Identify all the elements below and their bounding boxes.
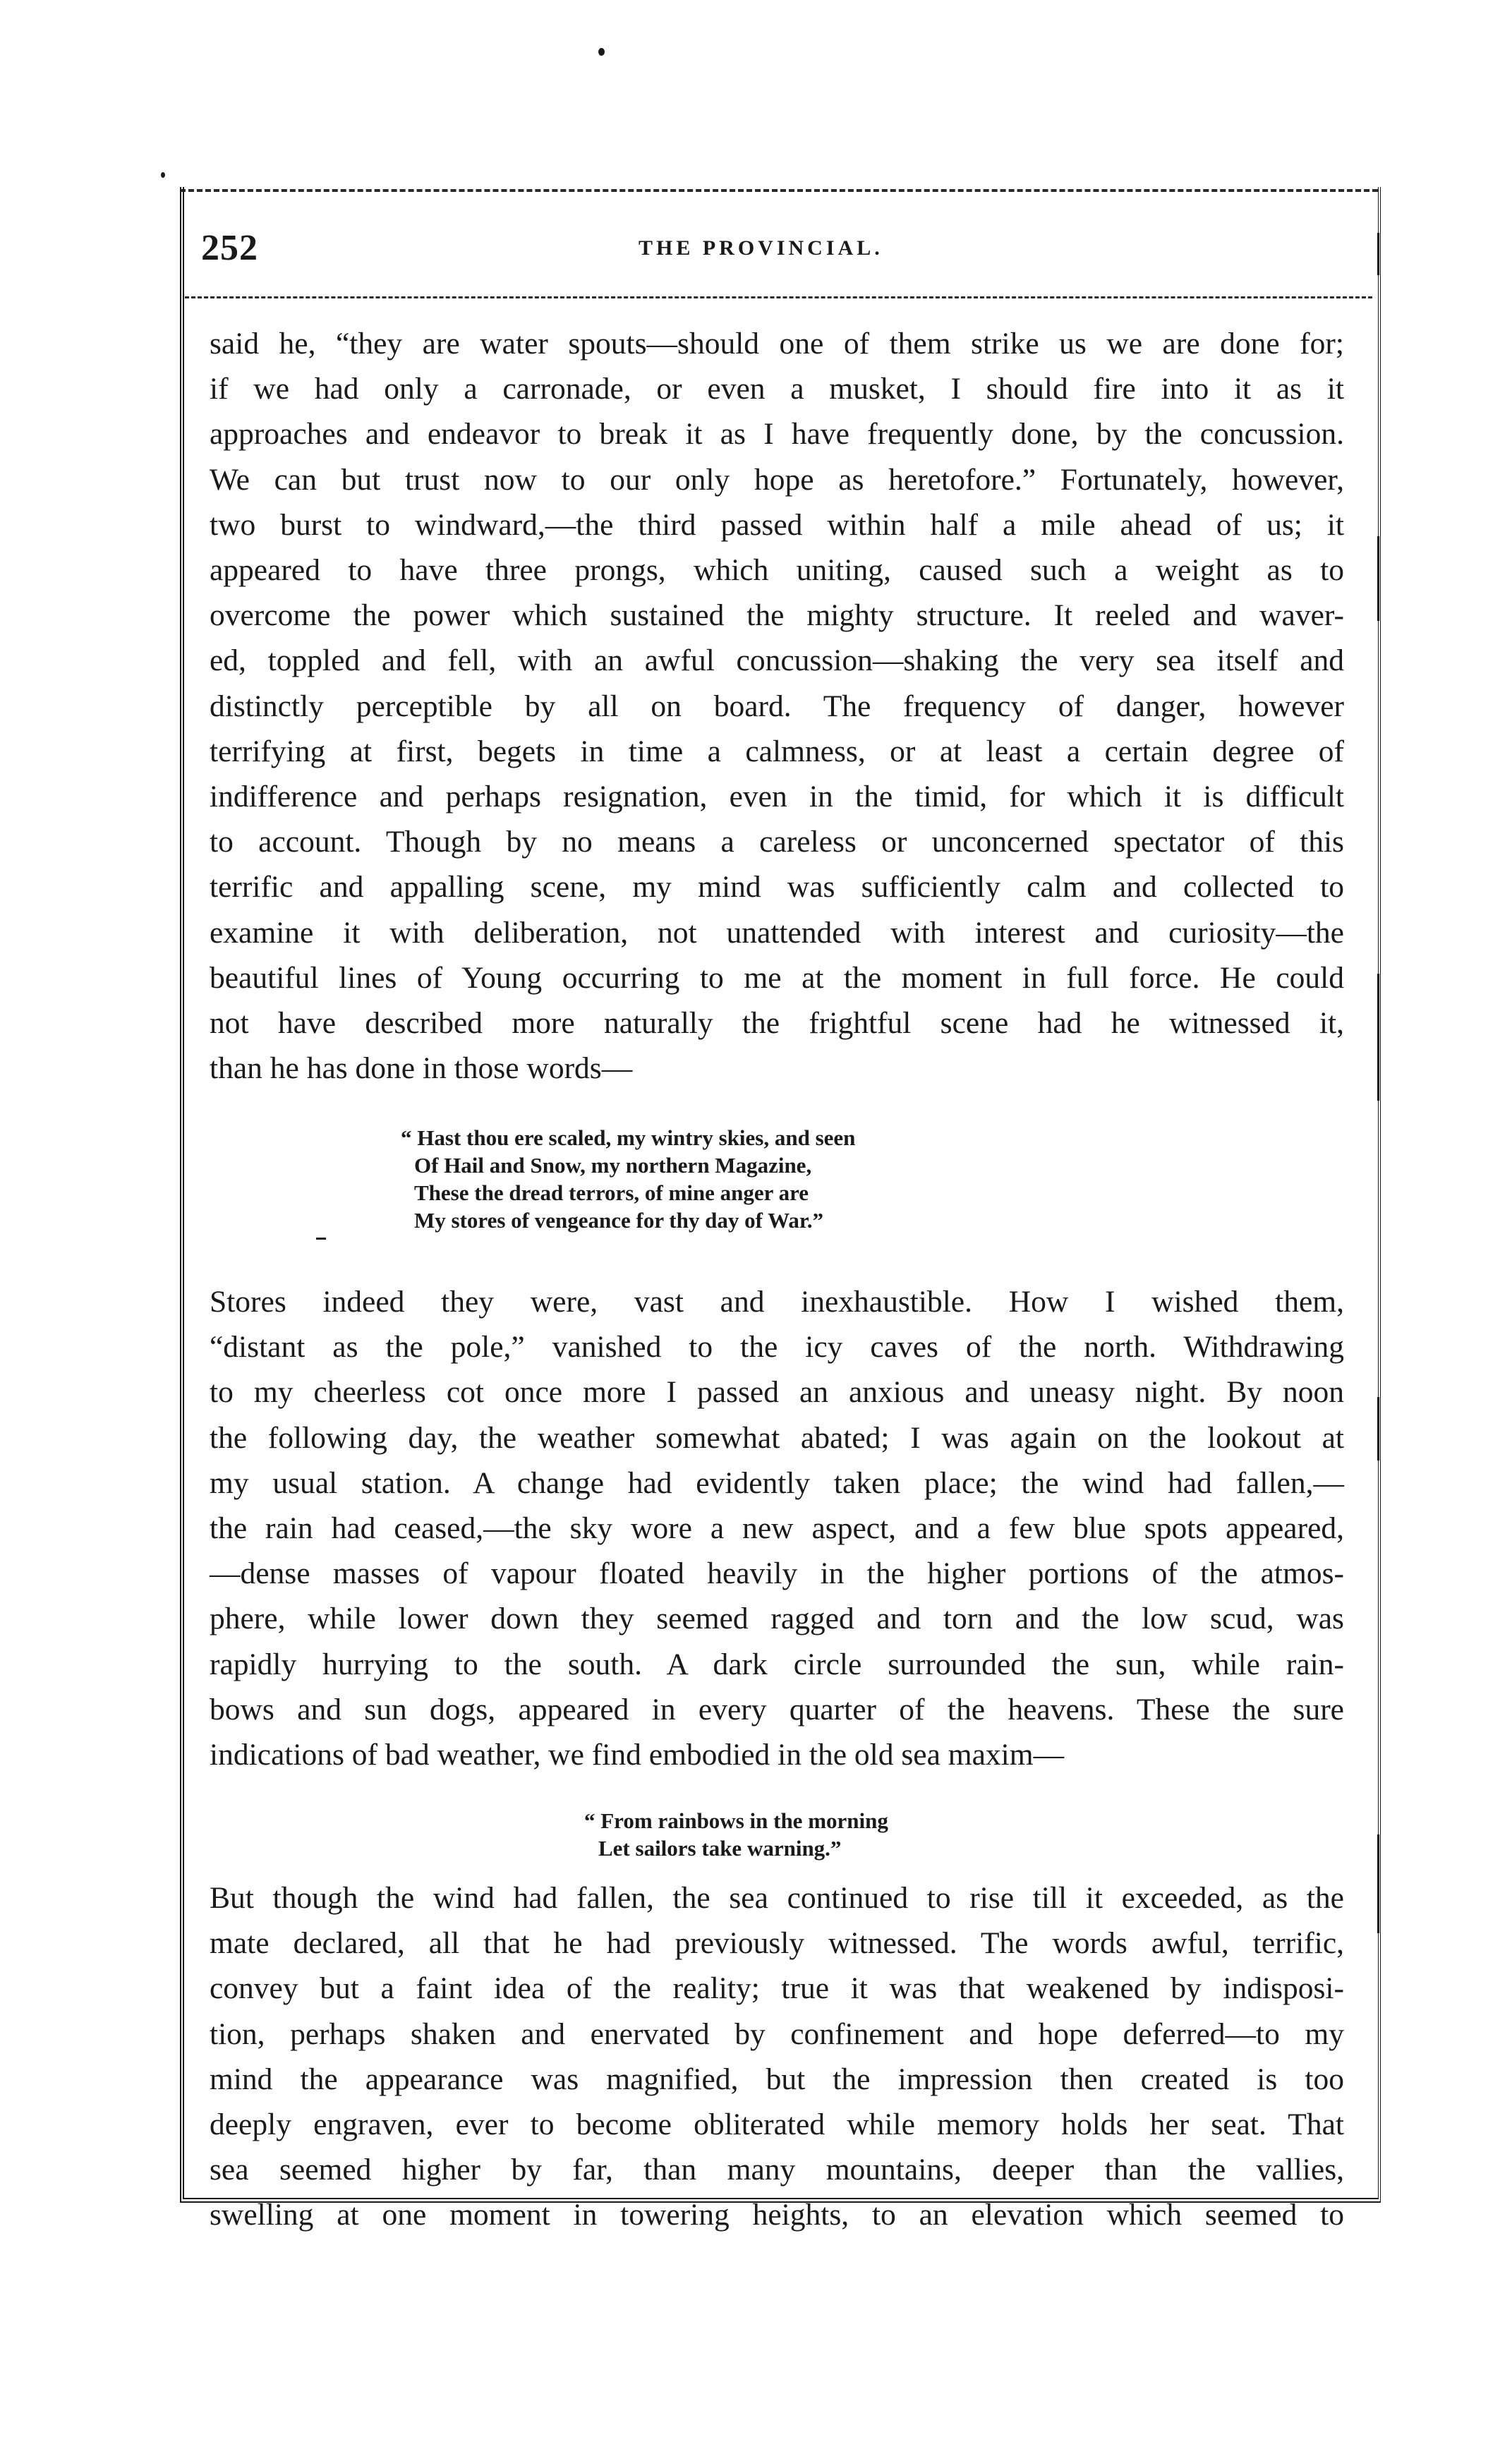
- text-line: ed, toppled and fell, with an awful concussion—shaking the very sea itself and: [210, 643, 1344, 678]
- text-line: not have described more naturally the frightful scene had he witnessed it,: [210, 1006, 1344, 1041]
- ink-speck: [161, 172, 165, 178]
- header-rule: [185, 296, 1372, 298]
- text-line: beautiful lines of Young occurring to me at the moment in full force. He could: [210, 960, 1344, 995]
- text-line: distinctly perceptible by all on board. The frequency of danger, however: [210, 689, 1344, 723]
- verse-line: “ Hast thou ere scaled, my wintry skies, and seen: [401, 1125, 856, 1150]
- text-line: swelling at one moment in towering heights, to an elevation which seemed to: [210, 2198, 1344, 2232]
- verse-line: “ From rainbows in the morning: [584, 1808, 888, 1833]
- margin-mark: [1377, 536, 1379, 621]
- paragraph: [210, 321, 1344, 1091]
- text-line: mind the appearance was magnified, but the impression then created is too: [210, 2062, 1344, 2096]
- text-line: rapidly hurrying to the south. A dark circle surrounded the sun, while rain-: [210, 1647, 1344, 1681]
- text-line: convey but a faint idea of the reality; true it was that weakened by indisposi-: [210, 1971, 1344, 2006]
- text-line: terrific and appalling scene, my mind was sufficiently calm and collected to: [210, 870, 1344, 905]
- verse-line: My stores of vengeance for thy day of War.”: [414, 1208, 824, 1233]
- text-line: mate declared, all that he had previously witnessed. The words awful, terrific,: [210, 1926, 1344, 1961]
- verse-line: Of Hail and Snow, my northern Magazine,: [414, 1153, 812, 1178]
- page-number: 252: [201, 228, 258, 268]
- text-line: approaches and endeavor to break it as I have frequently done, by the concussion.: [210, 417, 1344, 452]
- margin-mark: [1377, 233, 1379, 275]
- verse-line: These the dread terrors, of mine anger are: [414, 1180, 809, 1205]
- text-line: overcome the power which sustained the mighty structure. It reeled and waver-: [210, 598, 1344, 633]
- text-line: “distant as the pole,” vanished to the icy caves of the north. Withdrawing: [210, 1330, 1344, 1365]
- text-line: —dense masses of vapour floated heavily in the higher portions of the atmos-: [210, 1556, 1344, 1591]
- text-line: my usual station. A change had evidently taken place; the wind had fallen,—: [210, 1465, 1344, 1500]
- paragraph: [210, 1875, 1344, 2238]
- text-line: deeply engraven, ever to become obliterated while memory holds her seat. That: [210, 2108, 1344, 2142]
- text-line: appeared to have three prongs, which uniting, caused such a weight as to: [210, 553, 1344, 588]
- text-line: phere, while lower down they seemed ragged and torn and the low scud, was: [210, 1602, 1344, 1636]
- text-line: to my cheerless cot once more I passed an anxious and uneasy night. By noon: [210, 1375, 1344, 1410]
- paragraph: [210, 1279, 1344, 1777]
- text-line: We can but trust now to our only hope as heretofore.” Fortunately, however,: [210, 462, 1344, 497]
- verse-quotation: [584, 1807, 888, 1862]
- text-line: terrifying at first, begets in time a calmness, or at least a certain degree of: [210, 734, 1344, 768]
- text-line: examine it with deliberation, not unattended with interest and curiosity—the: [210, 915, 1344, 950]
- margin-mark: [1377, 974, 1379, 1101]
- text-line: the following day, the weather somewhat abated; I was again on the lookout at: [210, 1420, 1344, 1455]
- verse-line: Let sailors take warning.”: [598, 1836, 842, 1861]
- running-head: THE PROVINCIAL.: [639, 236, 883, 260]
- text-line: said he, “they are water spouts—should one of them strike us we are done for;: [210, 327, 1344, 361]
- text-line: if we had only a carronade, or even a musket, I should fire into it as it: [210, 372, 1344, 406]
- text-line: bows and sun dogs, appeared in every quarter of the heavens. These the sure: [210, 1692, 1344, 1727]
- text-line: sea seemed higher by far, than many mountains, deeper than the vallies,: [210, 2153, 1344, 2187]
- text-line: two burst to windward,—the third passed within half a mile ahead of us; it: [210, 507, 1344, 542]
- text-line: than he has done in those words—: [210, 1051, 633, 1086]
- stray-mark: [316, 1238, 326, 1240]
- margin-mark: [1377, 1397, 1379, 1461]
- text-line: indifference and perhaps resignation, even in the timid, for which it is difficult: [210, 780, 1344, 814]
- text-line: indications of bad weather, we find embodied in the old sea maxim—: [210, 1738, 1065, 1772]
- text-line: to account. Though by no means a careless or unconcerned spectator of this: [210, 825, 1344, 859]
- text-line: But though the wind had fallen, the sea continued to rise till it exceeded, as the: [210, 1881, 1344, 1915]
- verse-quotation: [401, 1124, 855, 1234]
- ink-speck: [598, 48, 605, 56]
- text-line: tion, perhaps shaken and enervated by confinement and hope deferred—to my: [210, 2016, 1344, 2051]
- text-line: the rain had ceased,—the sky wore a new aspect, and a few blue spots appeared,: [210, 1511, 1344, 1546]
- text-line: Stores indeed they were, vast and inexhaustible. How I wished them,: [210, 1285, 1344, 1319]
- margin-mark: [1377, 1834, 1379, 1933]
